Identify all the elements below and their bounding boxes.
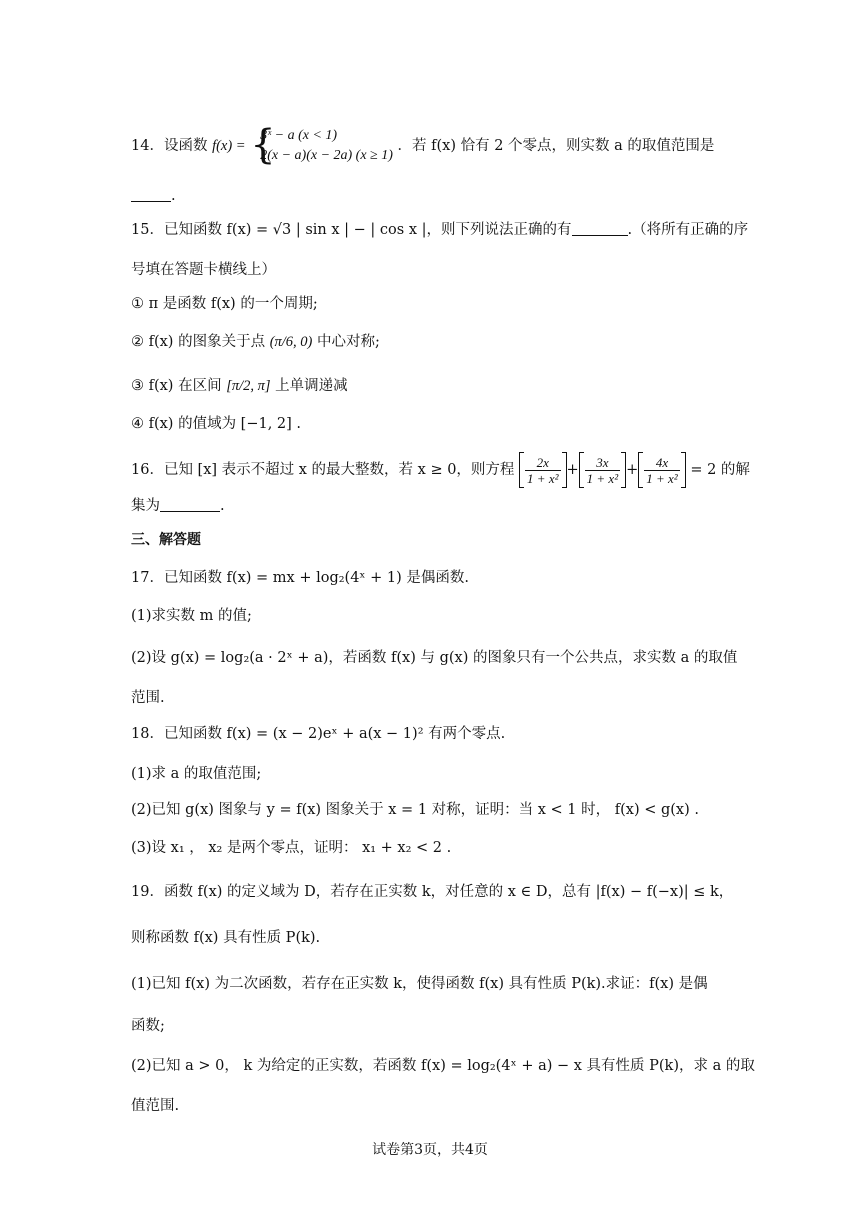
numerator: 2x [525,455,560,471]
q14-def-lhs: f(x) = [212,138,246,154]
q15-opt2-prefix: ② f(x) 的图象关于点 [131,334,266,350]
q17-part1: (1)求实数 m 的值; [131,608,252,624]
q14-intro: 14．设函数 [131,138,208,154]
answer-blank[interactable] [131,187,171,202]
q14-line1 [131,122,715,168]
q15-opt2-point: (π/6, 0) [269,334,313,350]
q16-line2 [131,496,225,516]
bracket-left [579,452,584,488]
q16-line2-prefix: 集为 [131,498,160,514]
q19-part1-line2: 函数; [131,1018,165,1034]
q15-option-4: ④ f(x) 的值域为 [−1, 2] . [131,416,302,432]
fraction [585,455,620,486]
q14-case2: 2(x − a)(x − 2a) (x ≥ 1) [260,148,393,163]
numerator: 4x [644,455,679,471]
bracket-left [519,452,524,488]
q14-case1: 3ˣ − a (x < 1) [260,128,338,143]
page-footer: 试卷第3页，共4页 [372,1142,488,1158]
q14-tail: ．若 f(x) 恰有 2 个零点，则实数 a 的取值范围是 [397,138,715,154]
q15-option-1: ① π 是函数 f(x) 的一个周期; [131,296,318,312]
q18-part2: (2)已知 g(x) 图象与 y = f(x) 图象关于 x = 1 对称，证明：当 x < 1 时， f(x) < g(x) . [131,802,699,818]
q19-part2-line2: 值范围. [131,1098,180,1114]
q16-line2-suffix: . [220,498,225,514]
brace-glyph: { [250,122,276,168]
q16-floor-term-3 [638,452,685,488]
denominator: 1 + x² [646,470,678,486]
q15-opt3-prefix: ③ f(x) 在区间 [131,378,222,394]
q19-line2: 则称函数 f(x) 具有性质 P(k). [131,930,321,946]
q18-part1: (1)求 a 的取值范围; [131,766,262,782]
q16-rhs: = 2 的解 [690,462,750,478]
q15-line2: 号填在答题卡横线上） [131,262,276,278]
fraction [644,455,679,486]
q15-line1 [131,220,748,240]
q17-part2-line2: 范围. [131,690,165,706]
q15-line1-suffix: .（将所有正确的序 [627,222,749,238]
q15-opt2-suffix: 中心对称; [317,334,380,350]
q16-line1: 16．已知 [x] 表示不超过 x 的最大整数，若 x ≥ 0，则方程 $\frac{2x}{\text{1 + x²}}$ + $\frac{3x}{\text{1 + x²}}$ + $\frac{4x}{\text{1 + x²}}$ = 2 的解 [131,452,750,488]
q15-opt3-interval: [π/2, π] [226,378,271,394]
bracket-left [638,452,643,488]
answer-blank[interactable] [572,221,628,236]
answer-blank[interactable] [160,497,220,512]
q18-part3: (3)设 x₁ ， x₂ 是两个零点，证明： x₁ + x₂ < 2 . [131,840,452,856]
bracket-right [681,452,686,488]
q15-option-2 [131,332,380,352]
section-heading: 三、解答题 [131,532,201,548]
numerator: 3x [585,455,620,471]
q15-line1-prefix: 15．已知函数 f(x) = √3 | sin x | − | cos x |，则下列说法正确的有 [131,222,572,238]
q19-line1: 19．函数 f(x) 的定义域为 D，若存在正实数 k，对任意的 x ∈ D，总有 |f(x) − f(−x)| ≤ k， [131,884,734,900]
denominator: 1 + x² [527,470,559,486]
q17-line1: 17．已知函数 f(x) = mx + log₂(4ˣ + 1) 是偶函数. [131,570,470,586]
q16-floor-term-1 [519,452,566,488]
q19-part2-line1: (2)已知 a > 0， k 为给定的正实数，若函数 f(x) = log₂(4ˣ + a) − x 具有性质 P(k)，求 a 的取 [131,1058,755,1074]
denominator: 1 + x² [586,470,619,486]
fraction [525,455,560,486]
q15-option-3 [131,376,348,396]
q15-opt3-suffix: 上单调递减 [275,378,348,394]
q14-end: . [171,188,176,204]
q16-floor-term-2 [579,452,626,488]
q19-part1-line1: (1)已知 f(x) 为二次函数，若存在正实数 k，使得函数 f(x) 具有性质 P(k).求证：f(x) 是偶 [131,976,708,992]
q17-part2-line1: (2)设 g(x) = log₂(a · 2ˣ + a)，若函数 f(x) 与 g(x) 的图象只有一个公共点，求实数 a 的取值 [131,650,738,666]
q16-prefix: 16．已知 [x] 表示不超过 x 的最大整数，若 x ≥ 0，则方程 [131,462,515,478]
q18-line1: 18．已知函数 f(x) = (x − 2)eˣ + a(x − 1)² 有两个零点. [131,726,506,742]
q14-line2 [131,186,176,206]
q14-piecewise [250,122,393,168]
